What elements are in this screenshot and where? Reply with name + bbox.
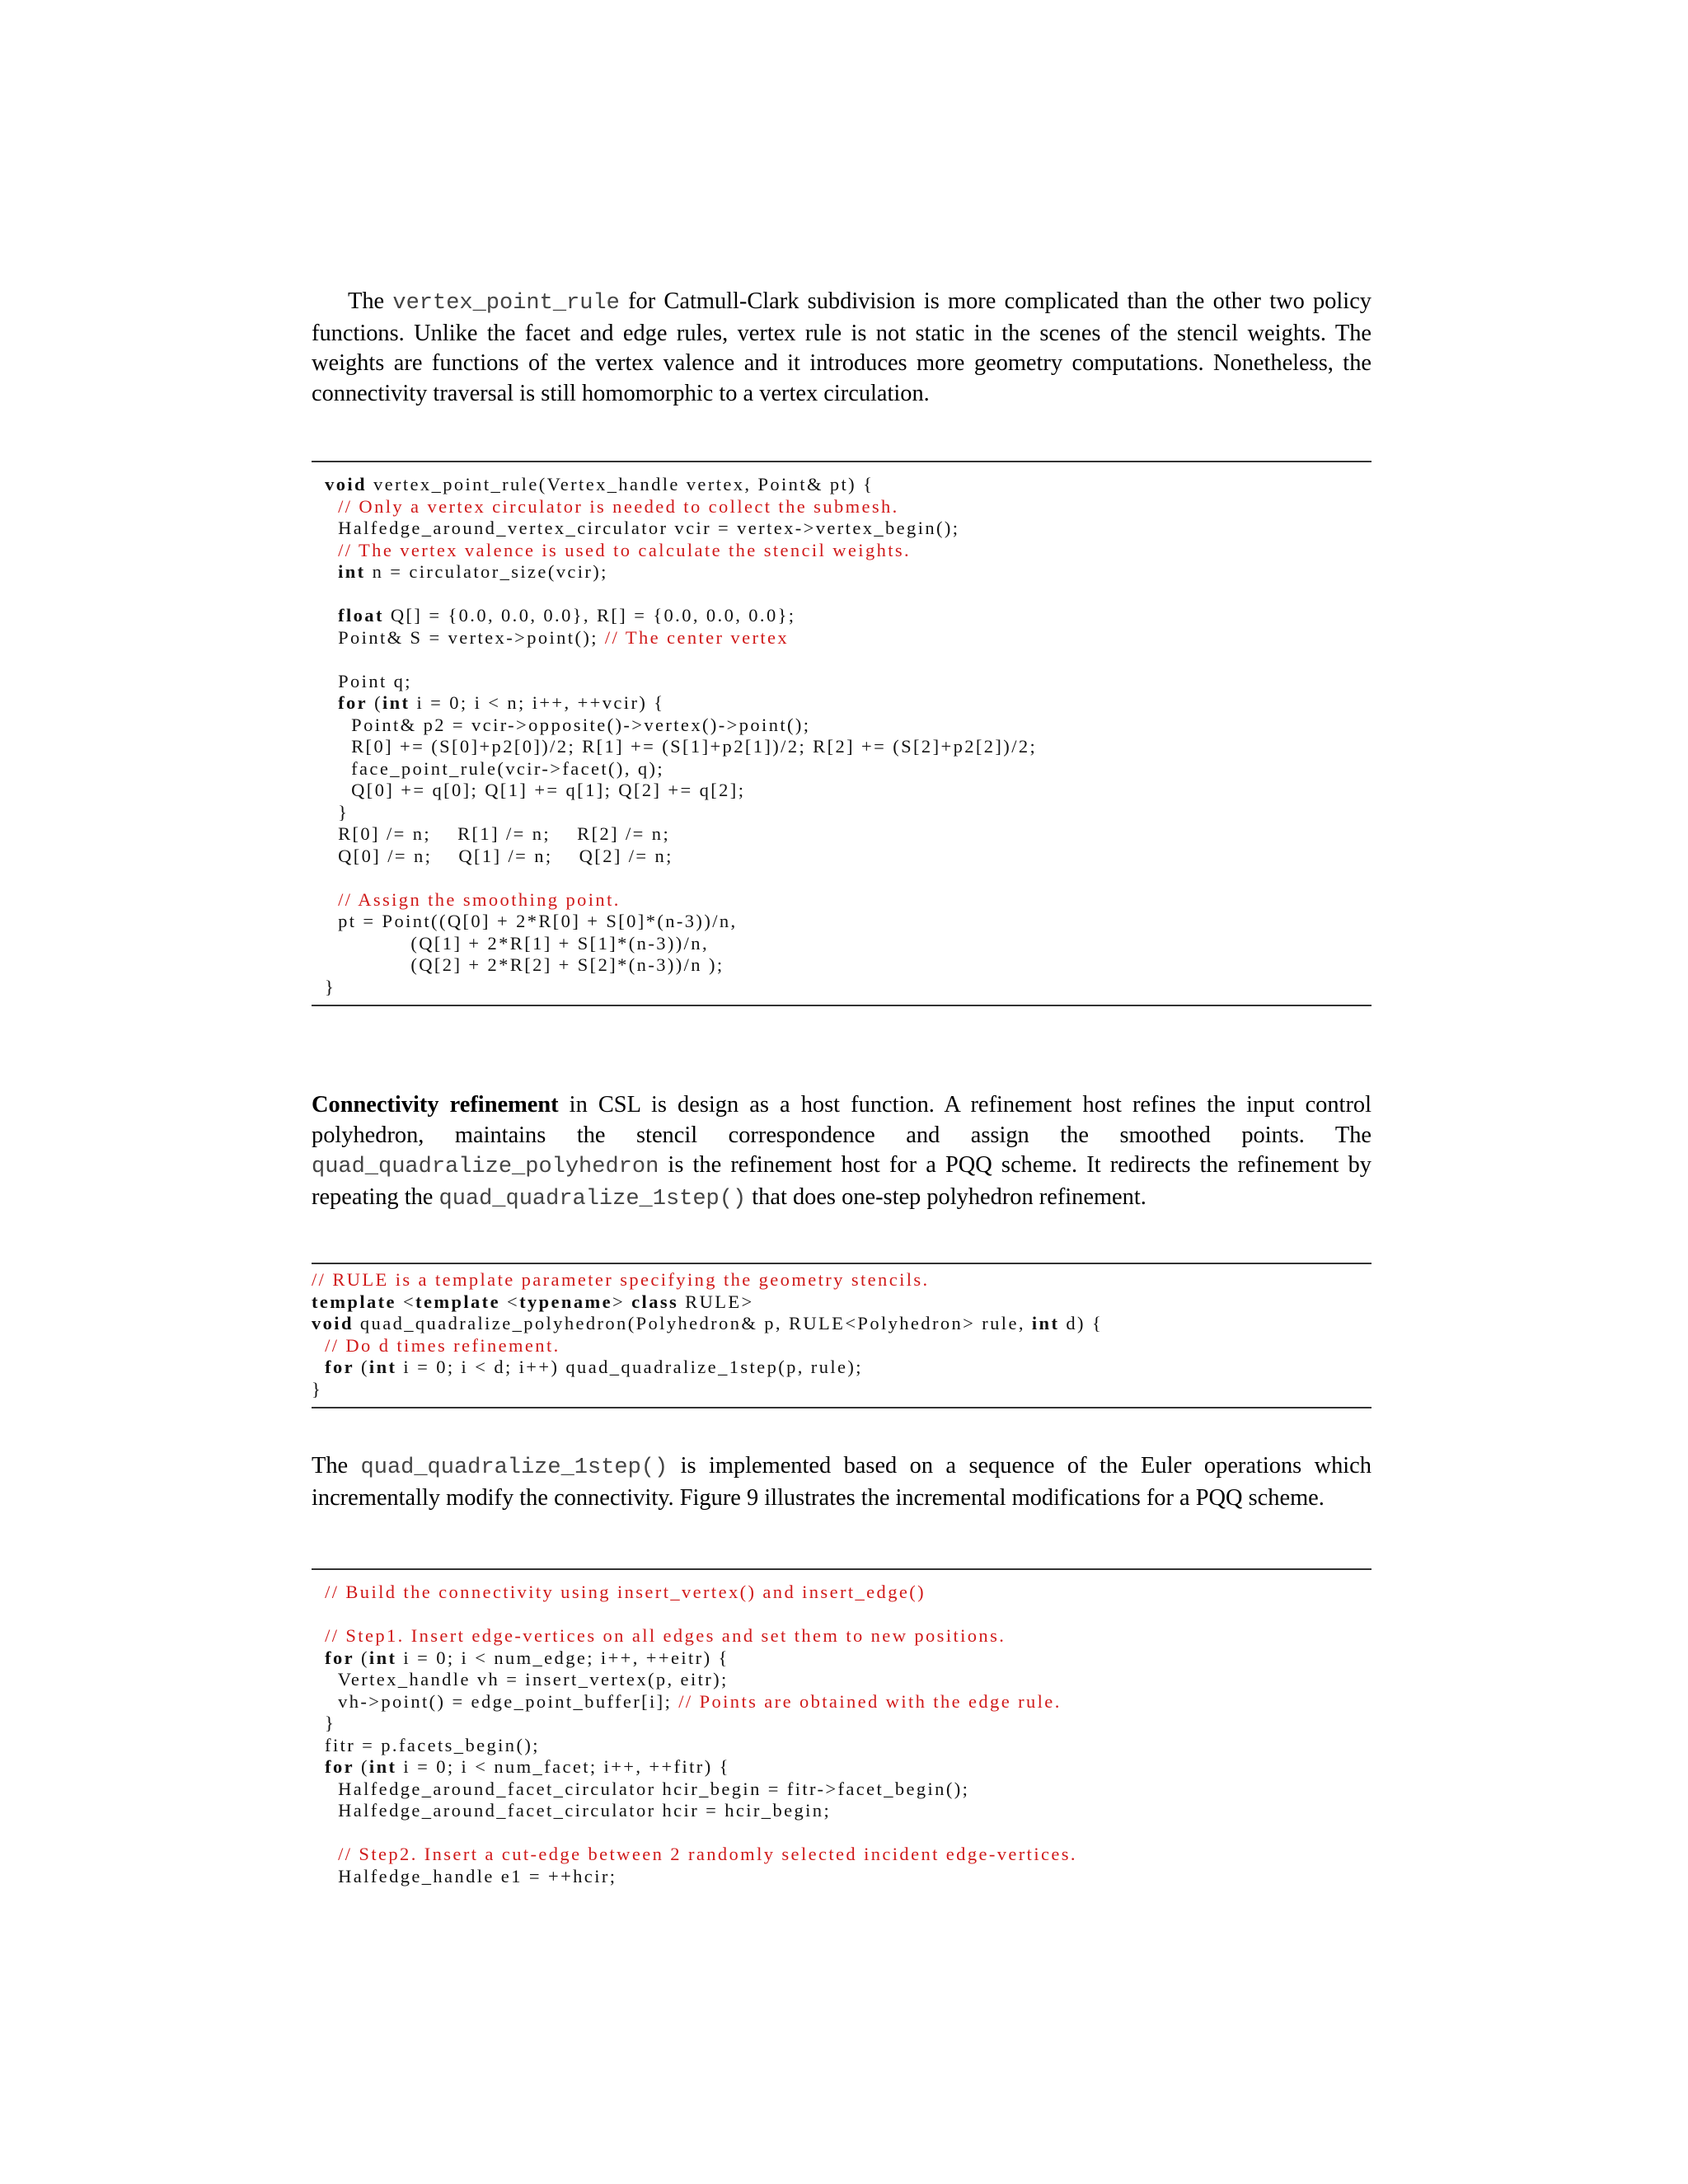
code-comment: // Step1. Insert edge-vertices on all edges and set them to new positions. xyxy=(325,1625,1006,1646)
bold-term: Connectivity refinement xyxy=(312,1092,559,1118)
code-text: face_point_rule(vcir->facet(), q); xyxy=(312,757,665,779)
paragraph-connectivity-refinement: Connectivity refinement in CSL is design as a host function. A refinement host refines the input control polyhedron, maintains the stencil correspondence and assign the smoothed points. The quad_quadralize_polyhedron is the refinement host for a PQQ scheme. It redirects the refinement by repeating the quad_quadralize_1step() that does one-step polyhedron refinement. xyxy=(312,1092,1372,1212)
code-text: i = 0; i < n; i++, ++vcir) { xyxy=(410,692,665,713)
code-line xyxy=(312,758,1372,780)
code-keyword: int xyxy=(368,1357,397,1377)
code-keyword: typename xyxy=(519,1291,613,1312)
code-text: Vertex_handle vh = insert_vertex(p, eitr); xyxy=(312,1669,729,1690)
code-line xyxy=(312,649,1372,671)
code-line xyxy=(312,1269,1372,1291)
code-text xyxy=(312,889,338,910)
code-line xyxy=(312,1691,1372,1713)
code-text: n = circulator_size(vcir); xyxy=(365,561,608,582)
code-comment: // Do d times refinement. xyxy=(325,1334,560,1356)
inline-code: vertex_point_rule xyxy=(392,291,620,316)
code-text: quad_quadralize_polyhedron(Polyhedron& p, RULE<Polyhedron> rule, xyxy=(353,1313,1032,1333)
code-text xyxy=(312,1357,325,1377)
code-listing-vertex-point-rule xyxy=(312,461,1372,1006)
code-text: ( xyxy=(354,1756,369,1777)
code-comment: // RULE is a template parameter specifying the geometry stencils. xyxy=(312,1269,930,1290)
code-text: Point& p2 = vcir->opposite()->vertex()->point(); xyxy=(312,714,811,735)
code-line xyxy=(312,954,1372,977)
code-line xyxy=(312,1822,1372,1844)
code-keyword: for xyxy=(325,1647,354,1668)
code-line xyxy=(312,518,1372,540)
code-text: (Q[1] + 2*R[1] + S[1]*(n-3))/n, xyxy=(312,932,709,954)
code-line xyxy=(312,1291,1372,1314)
code-line xyxy=(312,1756,1372,1779)
code-keyword: void xyxy=(325,474,367,494)
code-text: ( xyxy=(354,1647,369,1668)
code-text: i = 0; i < num_edge; i++, ++eitr) { xyxy=(396,1647,729,1668)
code-line xyxy=(312,1379,1372,1401)
inline-code: quad_quadralize_1step() xyxy=(360,1455,668,1480)
code-comment: // Assign the smoothing point. xyxy=(338,888,621,910)
code-line xyxy=(312,561,1372,583)
code-text xyxy=(312,561,338,582)
code-line xyxy=(312,1335,1372,1357)
code-comment: // The vertex valence is used to calculate the stencil weights. xyxy=(338,539,912,560)
code-text: vh->point() = edge_point_buffer[i]; xyxy=(312,1690,679,1712)
code-comment: // The center vertex xyxy=(604,626,790,648)
code-listing-build-connectivity xyxy=(312,1568,1372,1894)
code-line xyxy=(312,1844,1372,1866)
code-text: Point q; xyxy=(312,670,412,691)
paragraph-vertex-rule: The vertex_point_rule for Catmull-Clark subdivision is more complicated than the other two policy functions. Unlike the facet and edge rules, vertex rule is not static in the scenes of the stencil weights. The weights are functions of the vertex valence and it introduces more geometry computations. Nonetheless, the connectivity traversal is still homomorphic to a vertex circulation. xyxy=(312,288,1372,406)
code-line xyxy=(312,736,1372,758)
code-line xyxy=(312,889,1372,912)
code-text: Q[0] += q[0]; Q[1] += q[1]; Q[2] += q[2]; xyxy=(312,780,746,800)
code-text: < xyxy=(499,1291,520,1312)
code-comment: // Only a vertex circulator is needed to collect the submesh. xyxy=(338,495,899,517)
code-text: < xyxy=(396,1291,416,1312)
code-text xyxy=(312,1625,325,1646)
code-text xyxy=(312,692,338,713)
code-text: (Q[2] + 2*R[2] + S[2]*(n-3))/n ); xyxy=(312,954,724,975)
code-comment: // Step2. Insert a cut-edge between 2 randomly selected incident edge-vertices. xyxy=(338,1844,1077,1864)
code-line xyxy=(312,627,1372,649)
code-text xyxy=(312,474,325,494)
code-text: R[0] /= n; R[1] /= n; R[2] /= n; xyxy=(312,823,671,844)
code-keyword: class xyxy=(631,1291,679,1312)
code-line xyxy=(312,715,1372,737)
code-line xyxy=(312,977,1372,999)
code-text: Halfedge_around_facet_circulator hcir = hcir_begin; xyxy=(312,1800,832,1821)
code-text: } xyxy=(312,1713,336,1733)
code-line xyxy=(312,846,1372,868)
inline-code: quad_quadralize_polyhedron xyxy=(312,1155,659,1180)
code-text xyxy=(312,496,338,517)
code-line xyxy=(312,583,1372,606)
code-line xyxy=(312,1313,1372,1335)
code-text xyxy=(312,540,338,560)
code-text xyxy=(312,1335,325,1356)
code-text: i = 0; i < num_facet; i++, ++fitr) { xyxy=(396,1756,730,1777)
code-line xyxy=(312,802,1372,824)
code-text: fitr = p.facets_begin(); xyxy=(312,1734,540,1755)
code-line xyxy=(312,496,1372,518)
code-text: pt = Point((Q[0] + 2*R[0] + S[0]*(n-3))/n, xyxy=(312,911,738,931)
code-keyword: int xyxy=(368,1647,397,1668)
code-text xyxy=(312,1582,325,1602)
code-line xyxy=(312,1779,1372,1801)
code-text: R[0] += (S[0]+p2[0])/2; R[1] += (S[1]+p2[1])/2; R[2] += (S[2]+p2[2])/2; xyxy=(312,736,1038,757)
code-line xyxy=(312,933,1372,955)
code-line xyxy=(312,1800,1372,1822)
code-text: Halfedge_around_vertex_circulator vcir = vertex->vertex_begin(); xyxy=(312,518,960,538)
code-line xyxy=(312,911,1372,933)
code-text: d) { xyxy=(1059,1313,1104,1333)
code-line xyxy=(312,1669,1372,1691)
code-text: Q[0] /= n; Q[1] /= n; Q[2] /= n; xyxy=(312,845,673,866)
code-line xyxy=(312,1582,1372,1604)
inline-code: quad_quadralize_1step() xyxy=(438,1186,747,1212)
code-text: > xyxy=(612,1291,632,1312)
code-line xyxy=(312,605,1372,627)
code-text xyxy=(312,1844,338,1864)
code-keyword: template xyxy=(312,1291,396,1312)
code-keyword: int xyxy=(338,561,366,582)
code-line xyxy=(312,780,1372,802)
code-line xyxy=(312,1647,1372,1670)
code-line xyxy=(312,540,1372,562)
code-text: } xyxy=(312,976,336,997)
code-text: Halfedge_around_facet_circulator hcir_begin = fitr->facet_begin(); xyxy=(312,1778,970,1799)
code-text: i = 0; i < d; i++) quad_quadralize_1step(p, rule); xyxy=(396,1357,863,1377)
code-text: vertex_point_rule(Vertex_handle vertex, Point& pt) { xyxy=(366,474,874,494)
code-line xyxy=(312,1735,1372,1757)
code-text xyxy=(312,1756,325,1777)
code-line xyxy=(312,1625,1372,1647)
code-line xyxy=(312,867,1372,889)
code-keyword: int xyxy=(382,692,410,713)
code-keyword: int xyxy=(1031,1313,1060,1333)
code-line xyxy=(312,1357,1372,1379)
code-line xyxy=(312,692,1372,715)
code-line xyxy=(312,823,1372,846)
code-text: Halfedge_handle e1 = ++hcir; xyxy=(312,1865,617,1886)
code-comment: // Points are obtained with the edge rule. xyxy=(678,1690,1062,1712)
code-line xyxy=(312,1866,1372,1888)
code-text: RULE> xyxy=(678,1291,754,1312)
code-text: } xyxy=(312,801,349,823)
code-text: ( xyxy=(368,692,382,713)
code-line xyxy=(312,474,1372,496)
code-line xyxy=(312,671,1372,693)
code-line xyxy=(312,1604,1372,1626)
paragraph-quad-quadralize-1step: The quad_quadralize_1step() is implemented based on a sequence of the Euler operations which incrementally modify the connectivity. Figure 9 illustrates the incremental modifications for a PQQ scheme. xyxy=(312,1453,1372,1511)
code-keyword: int xyxy=(368,1756,397,1777)
code-text: Point& S = vertex->point(); xyxy=(312,626,605,648)
code-listing-quad-quadralize-polyhedron xyxy=(312,1263,1372,1408)
code-text xyxy=(312,1647,325,1668)
code-keyword: float xyxy=(338,605,384,626)
code-keyword: for xyxy=(325,1756,354,1777)
code-keyword: void xyxy=(312,1313,354,1333)
code-text xyxy=(312,605,338,626)
code-line xyxy=(312,1713,1372,1735)
code-text: } xyxy=(312,1378,323,1399)
code-text: ( xyxy=(354,1357,369,1377)
code-keyword: template xyxy=(415,1291,500,1312)
code-keyword: for xyxy=(338,692,368,713)
code-keyword: for xyxy=(325,1357,354,1377)
code-comment: // Build the connectivity using insert_vertex() and insert_edge() xyxy=(325,1582,926,1602)
code-text: Q[] = {0.0, 0.0, 0.0}, R[] = {0.0, 0.0, 0.0}; xyxy=(383,605,796,626)
